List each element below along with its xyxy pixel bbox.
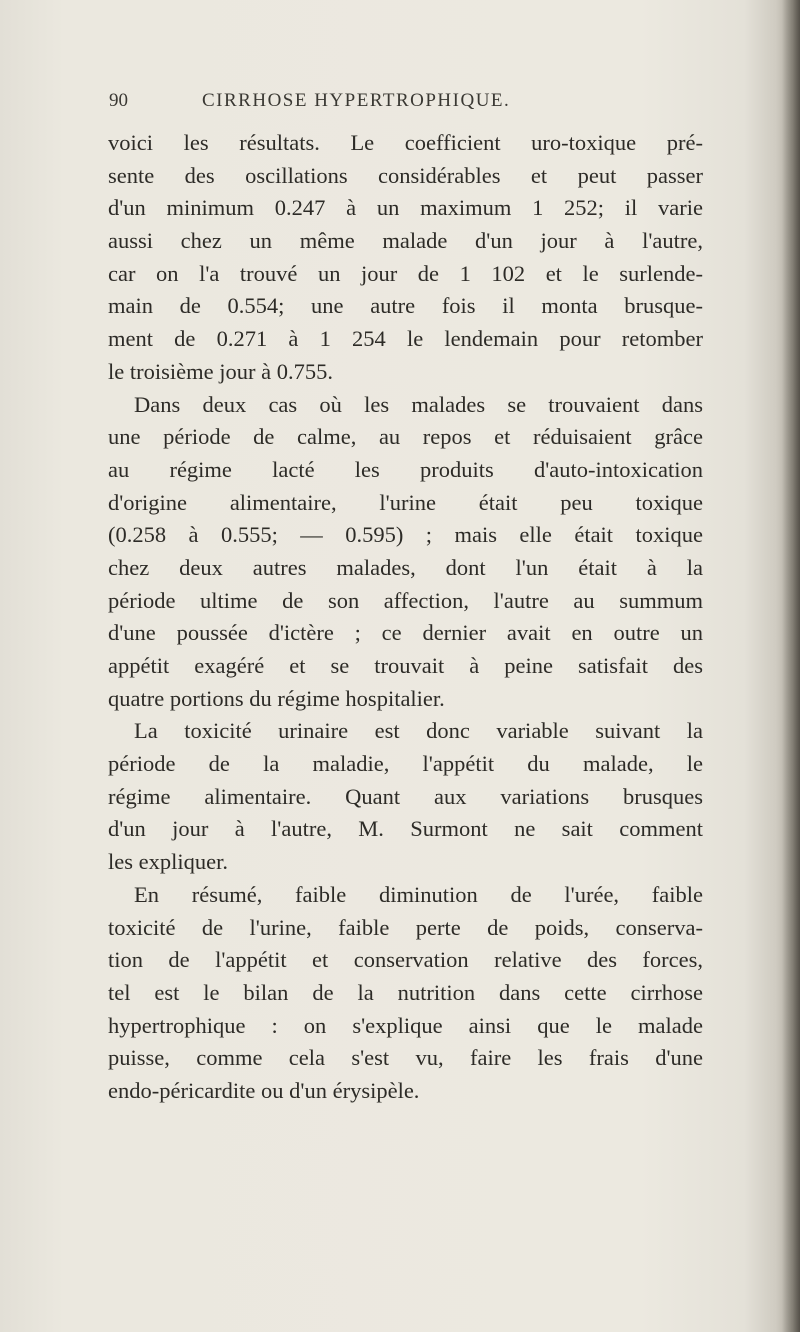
text-line: quatre portions du régime hospitalier.: [108, 685, 445, 711]
text-line: période de la maladie, l'appétit du malade, le: [108, 751, 703, 777]
text-line: d'un jour à l'autre, M. Surmont ne sait comment: [108, 816, 703, 842]
text-line: hypertrophique : on s'explique ainsi que le malade: [108, 1012, 703, 1038]
text-line: le troisième jour à 0.755.: [108, 358, 333, 384]
text-line: Dans deux cas où les malades se trouvaient dans: [134, 391, 703, 417]
text-line: régime alimentaire. Quant aux variations brusques: [108, 783, 703, 809]
text-line: toxicité de l'urine, faible perte de poids, conserva-: [108, 914, 703, 940]
text-line: sente des oscillations considérables et peut passer: [108, 162, 703, 188]
body-text: [108, 127, 703, 1108]
text-line: voici les résultats. Le coefficient uro-toxique pré-: [108, 130, 703, 155]
text-line: au régime lacté les produits d'auto-intoxication: [108, 456, 703, 482]
text-line: d'une poussée d'ictère ; ce dernier avait en outre un: [108, 620, 703, 646]
text-line: En résumé, faible diminution de l'urée, faible: [134, 881, 703, 907]
text-line: d'origine alimentaire, l'urine était peu toxique: [108, 489, 703, 515]
text-line: d'un minimum 0.247 à un maximum 1 252; il varie: [108, 195, 703, 221]
running-head: CIRRHOSE HYPERTROPHIQUE.: [202, 90, 511, 111]
text-line: car on l'a trouvé un jour de 1 102 et le surlende-: [108, 260, 703, 286]
text-line: ment de 0.271 à 1 254 le lendemain pour retomber: [108, 326, 703, 352]
text-line: appétit exagéré et se trouvait à peine satisfait des: [108, 653, 703, 678]
text-line: tion de l'appétit et conservation relative des forces,: [108, 947, 703, 973]
text-line: La toxicité urinaire est donc variable suivant la: [134, 718, 703, 744]
text-line: tel est le bilan de la nutrition dans cette cirrhose: [108, 979, 703, 1005]
text-line: une période de calme, au repos et réduisaient grâce: [108, 424, 703, 450]
text-line: main de 0.554; une autre fois il monta brusque-: [108, 293, 703, 319]
text-line: période ultime de son affection, l'autre au summum: [108, 587, 703, 613]
page-header: [109, 90, 709, 120]
text-line: aussi chez un même malade d'un jour à l'autre,: [108, 228, 703, 254]
text-line: (0.258 à 0.555; — 0.595) ; mais elle était toxique: [108, 522, 703, 548]
page-edge-shadow: [782, 0, 800, 1332]
text-line: chez deux autres malades, dont l'un était à la: [108, 554, 703, 580]
text-line: endo-péricardite ou d'un érysipèle.: [108, 1077, 420, 1103]
text-line: les expliquer.: [108, 849, 228, 875]
page-number: 90: [109, 90, 128, 111]
text-line: puisse, comme cela s'est vu, faire les frais d'une: [108, 1045, 703, 1071]
